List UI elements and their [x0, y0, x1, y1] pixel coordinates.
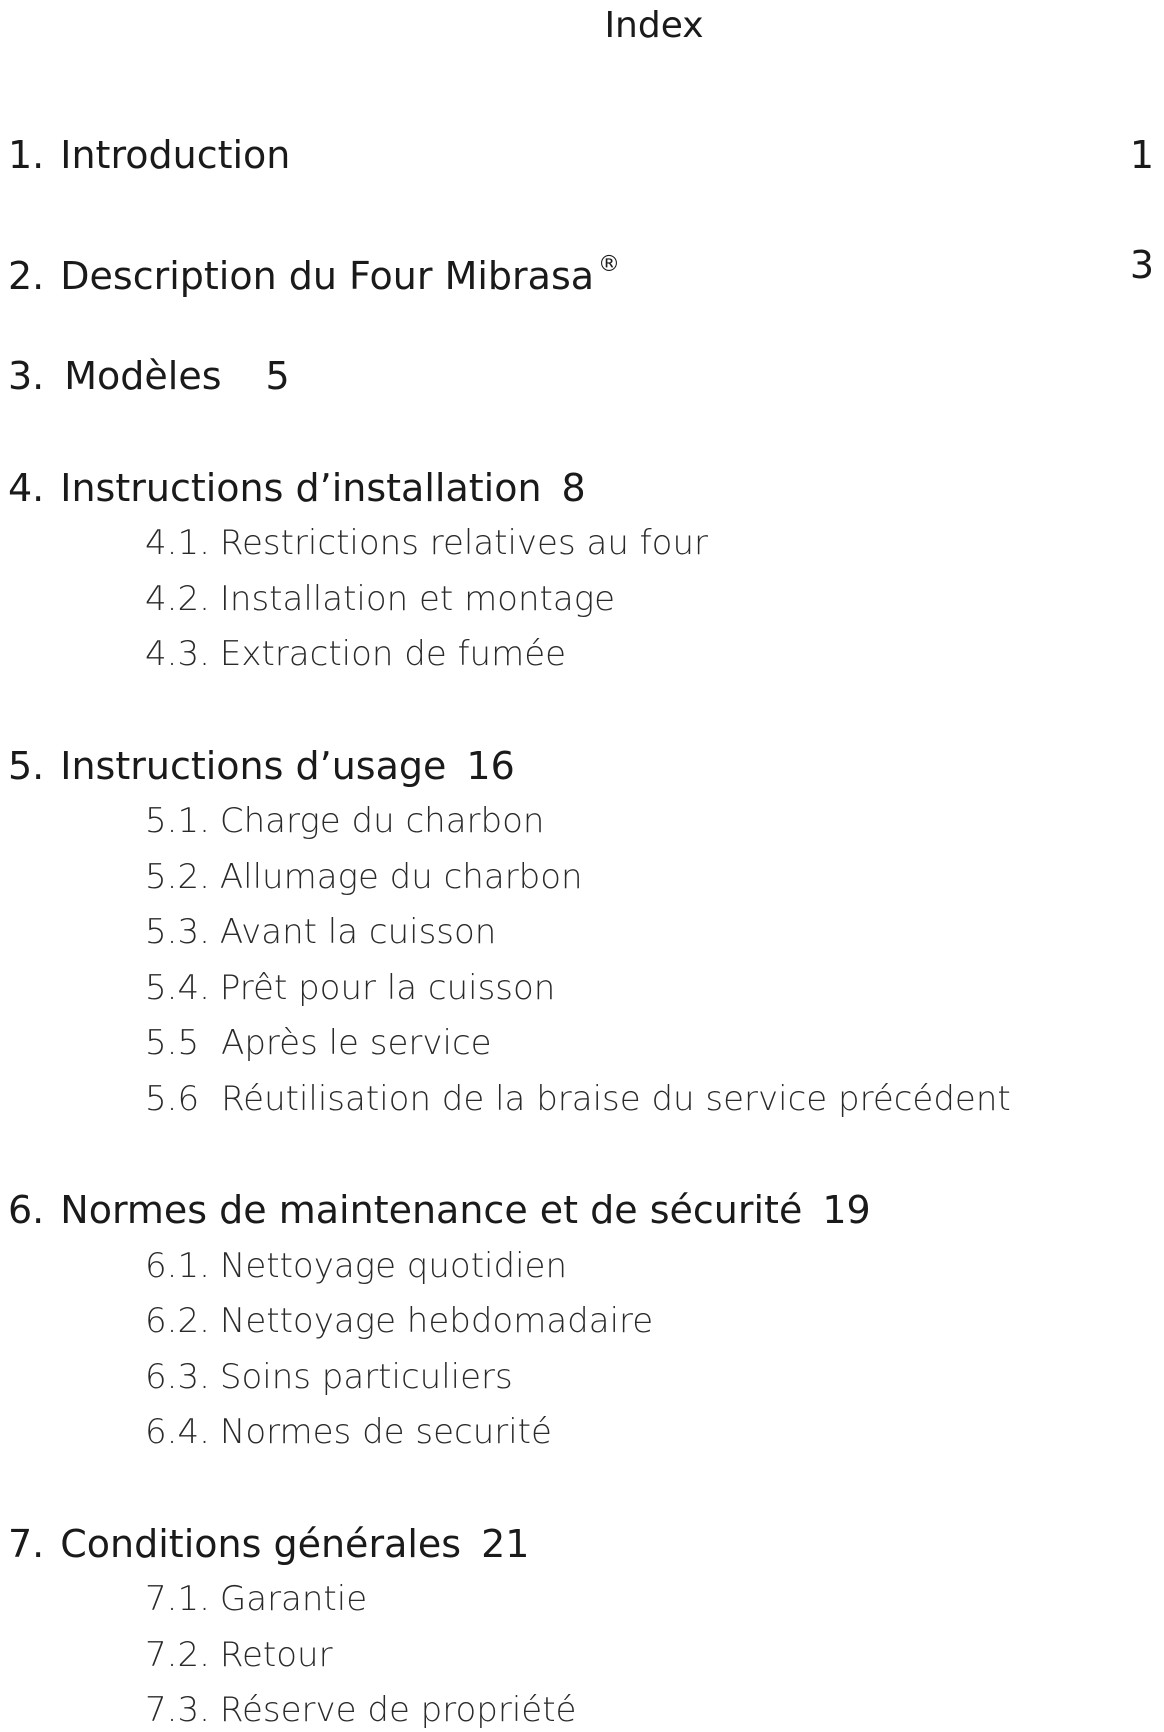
toc-subsection[interactable] [145, 799, 544, 843]
subsection-label: Nettoyage quotidien [219, 1246, 567, 1286]
toc-section-conditions[interactable] [8, 1519, 529, 1569]
section-label: Normes de maintenance et de sécurité [60, 1188, 803, 1232]
subsection-label: Allumage du charbon [219, 857, 583, 897]
toc-subsection[interactable] [145, 1299, 653, 1343]
toc-section-introduction[interactable] [8, 130, 290, 180]
section-page-number: 16 [466, 744, 515, 788]
subsection-number: 5.6 [145, 1079, 200, 1119]
section-page-number: 1 [1129, 133, 1154, 177]
toc-subsection[interactable] [145, 577, 615, 621]
subsection-number: 6.2. [145, 1301, 210, 1341]
section-page-number: 8 [561, 466, 586, 510]
toc-subsection[interactable] [145, 521, 708, 565]
subsection-label: Charge du charbon [219, 801, 545, 841]
subsection-label: Réutilisation de la braise du service précédent [221, 1079, 1011, 1119]
page-title: Index [604, 5, 704, 46]
toc-subsection[interactable] [145, 632, 566, 676]
subsection-number: 6.4. [145, 1412, 210, 1452]
subsection-label: Garantie [219, 1579, 368, 1619]
toc-subsection[interactable] [145, 1688, 576, 1732]
section-page-number: 3 [1129, 243, 1154, 287]
toc-subsection[interactable] [145, 1244, 567, 1288]
subsection-label: Retour [219, 1635, 333, 1675]
subsection-number: 5.3. [145, 912, 210, 952]
subsection-label: Soins particuliers [219, 1357, 513, 1397]
section-page-number: 19 [822, 1188, 871, 1232]
subsection-label: Normes de securité [219, 1412, 552, 1452]
subsection-label: Installation et montage [219, 579, 616, 619]
subsection-number: 5.5 [145, 1023, 200, 1063]
subsection-number: 5.2. [145, 857, 210, 897]
section-label: Introduction [60, 133, 291, 177]
toc-section-description[interactable] [8, 240, 620, 301]
subsection-number: 7.3. [145, 1690, 210, 1730]
registered-mark: ® [598, 252, 621, 277]
subsection-number: 7.2. [145, 1635, 210, 1675]
section-number: 1. [8, 133, 45, 177]
toc-subsection[interactable] [145, 966, 555, 1010]
section-label: Description du Four Mibrasa [60, 254, 595, 298]
subsection-label: Prêt pour la cuisson [219, 968, 556, 1008]
subsection-number: 4.1. [145, 523, 210, 563]
subsection-number: 4.3. [145, 634, 210, 674]
subsection-label: Extraction de fumée [219, 634, 567, 674]
section-number: 4. [8, 466, 45, 510]
section-label: Instructions d’usage [60, 744, 447, 788]
toc-section-usage[interactable] [8, 741, 515, 791]
toc-subsection[interactable] [145, 855, 583, 899]
toc-subsection[interactable] [145, 1355, 513, 1399]
section-number: 2. [8, 254, 45, 298]
subsection-label: Après le service [221, 1023, 492, 1063]
toc-subsection[interactable] [145, 1021, 492, 1065]
section-number: 5. [8, 744, 45, 788]
toc-subsection[interactable] [145, 1577, 367, 1621]
section-page-number: 5 [265, 354, 290, 398]
subsection-number: 5.1. [145, 801, 210, 841]
subsection-number: 7.1. [145, 1579, 210, 1619]
subsection-number: 4.2. [145, 579, 210, 619]
section-number: 6. [8, 1188, 45, 1232]
toc-section-installation[interactable] [8, 463, 586, 513]
subsection-number: 6.1. [145, 1246, 210, 1286]
toc-subsection[interactable] [145, 1633, 333, 1677]
section-label: Instructions d’installation [60, 466, 542, 510]
subsection-label: Réserve de propriété [219, 1690, 577, 1730]
subsection-label: Avant la cuisson [219, 912, 497, 952]
section-label: Conditions générales [60, 1522, 462, 1566]
subsection-number: 5.4. [145, 968, 210, 1008]
toc-subsection[interactable] [145, 910, 496, 954]
subsection-number: 6.3. [145, 1357, 210, 1397]
toc-subsection[interactable] [145, 1077, 1011, 1121]
subsection-label: Restrictions relatives au four [219, 523, 708, 563]
toc-section-modeles[interactable] [8, 351, 290, 401]
section-label: Modèles [64, 354, 222, 398]
section-number: 3. [8, 354, 45, 398]
toc-subsection[interactable] [145, 1410, 552, 1454]
subsection-label: Nettoyage hebdomadaire [219, 1301, 654, 1341]
toc-section-maintenance[interactable] [8, 1185, 871, 1235]
section-number: 7. [8, 1522, 45, 1566]
section-page-number: 21 [481, 1522, 530, 1566]
